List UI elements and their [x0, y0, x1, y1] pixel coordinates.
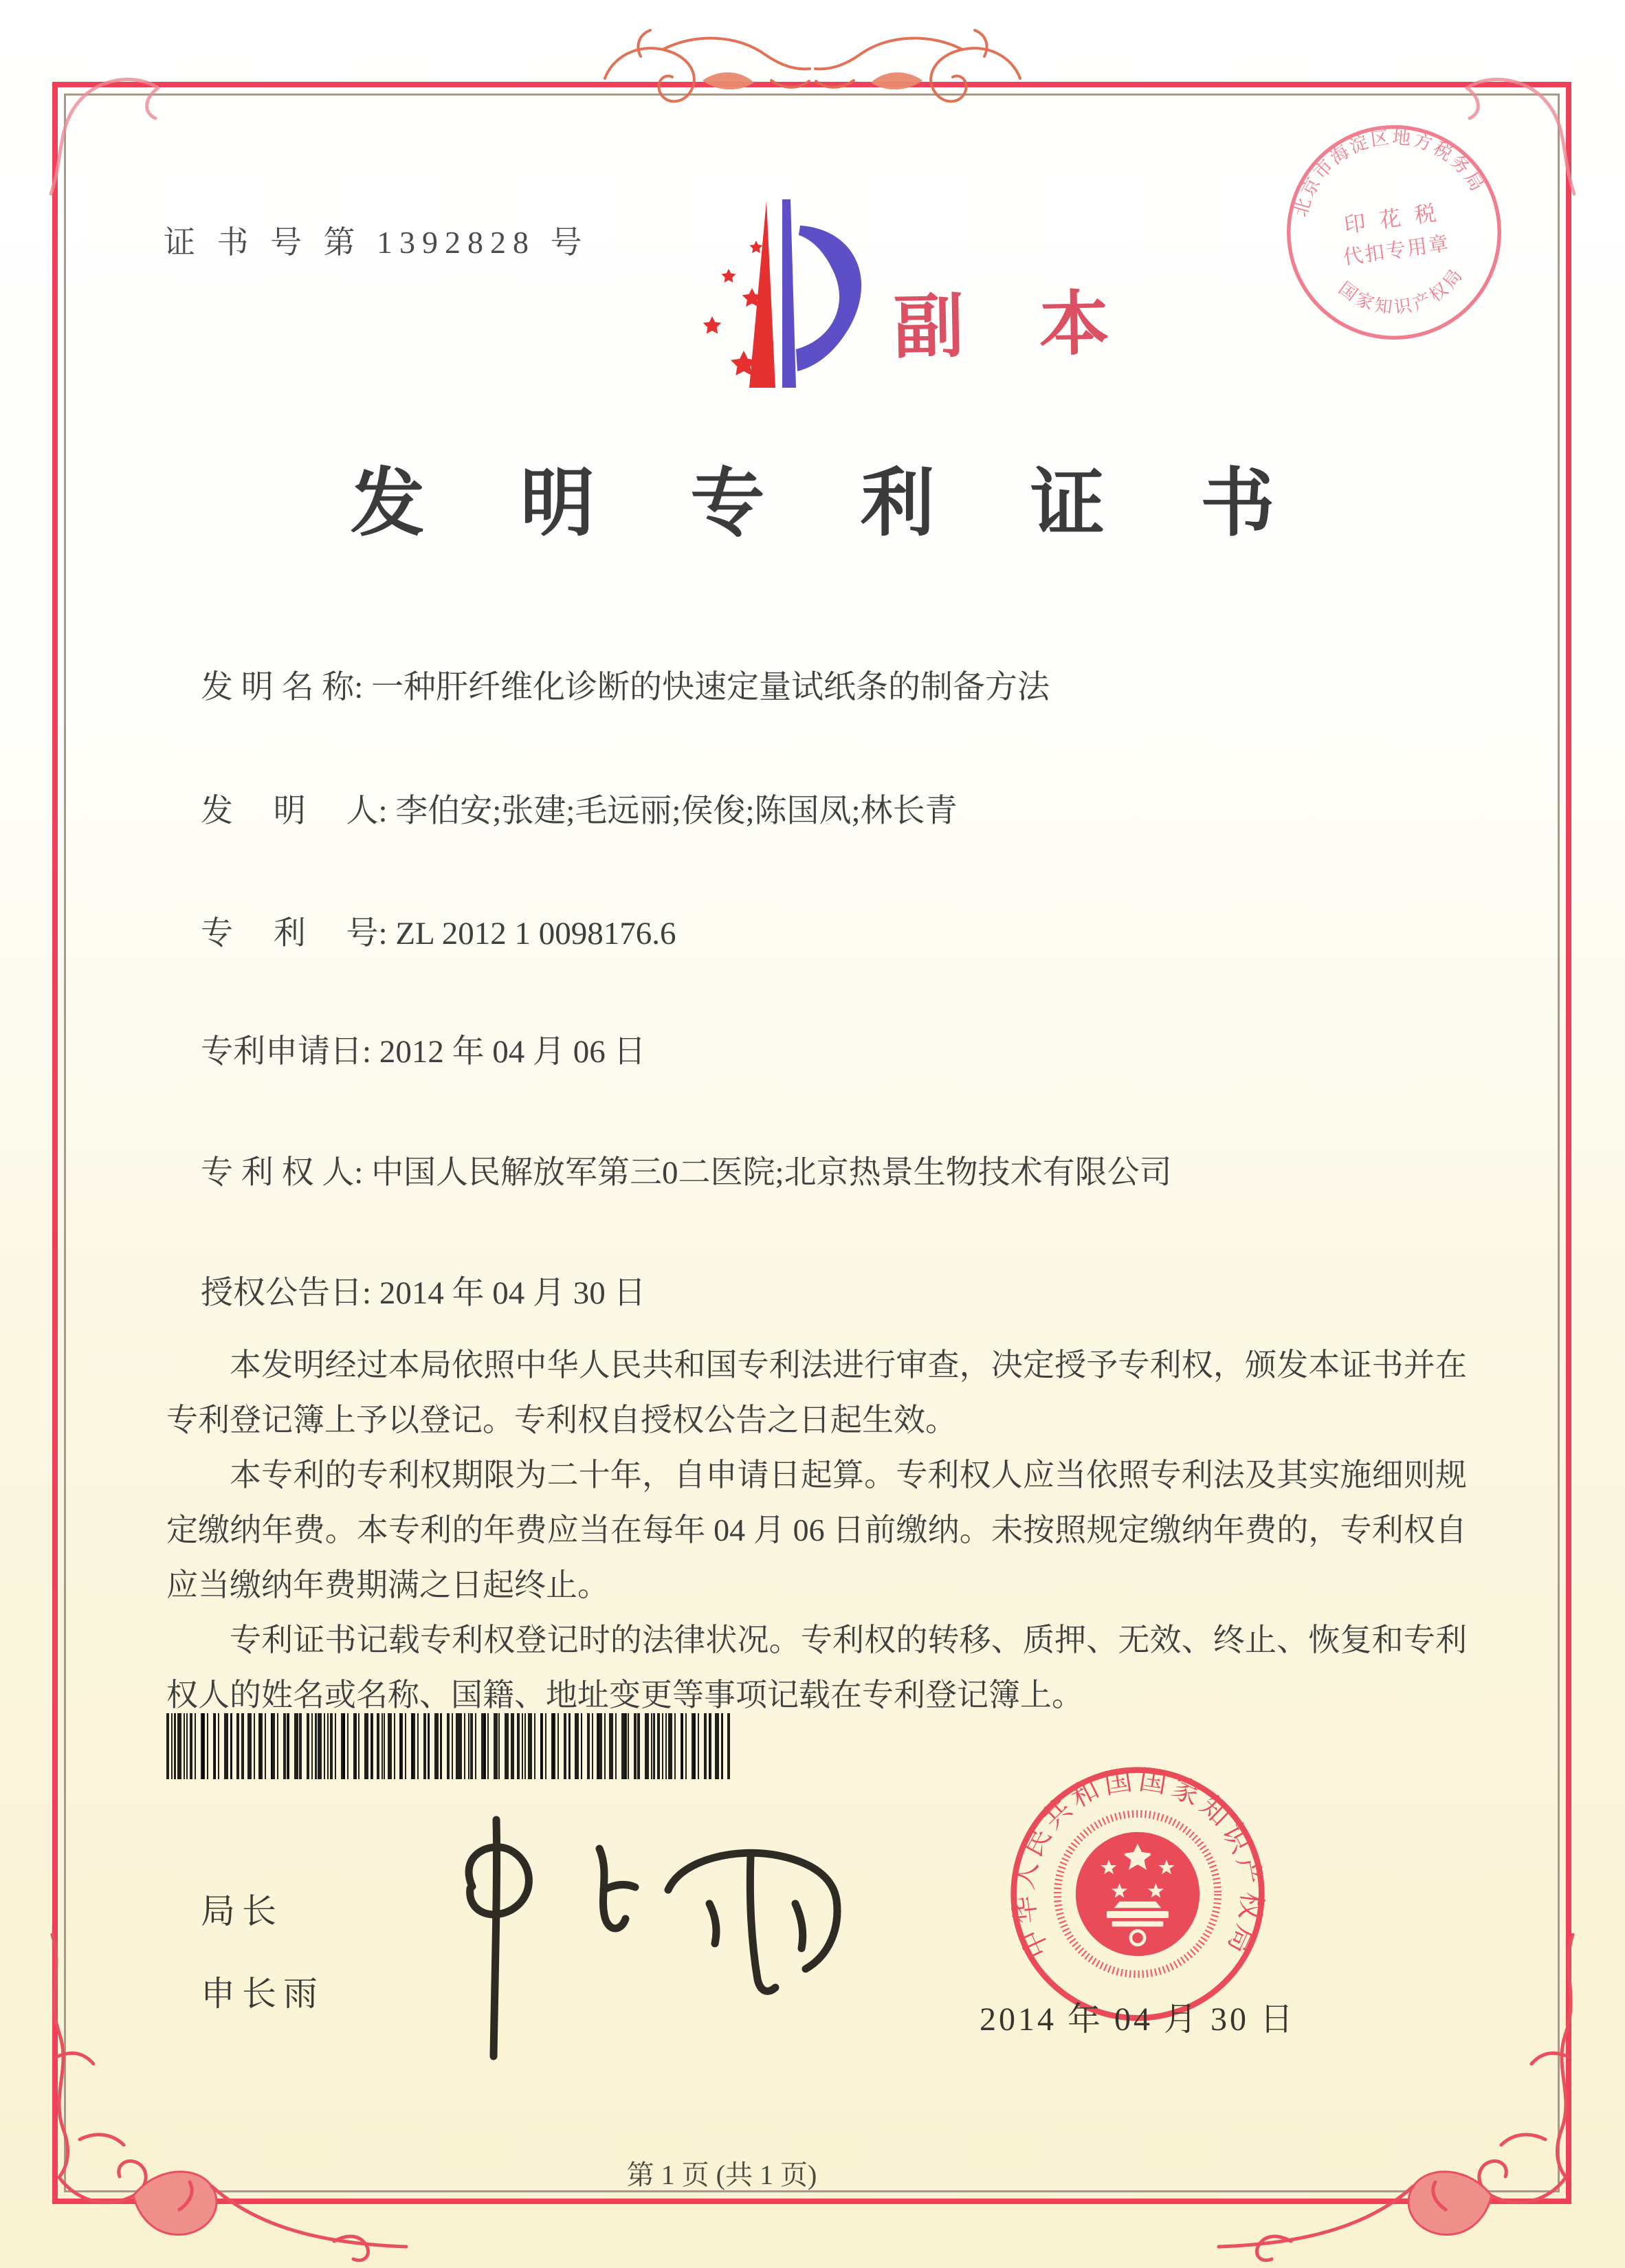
tax-stamp-top-arc-text: 北京市海淀区地方税务局	[1290, 126, 1489, 219]
seal-ring-text: 中华人民共和国国家知识产权局	[1007, 1764, 1268, 1963]
seal-national-emblem	[1057, 1814, 1217, 1974]
field-invention-name	[201, 661, 1050, 707]
logo-blue-mark	[782, 199, 861, 388]
tax-office-round-stamp	[1276, 114, 1512, 351]
director-handwritten-signature	[393, 1807, 867, 2069]
field-label: 发 明 名 称:	[201, 670, 372, 705]
certificate-number: 证 书 号 第 1392828 号	[164, 225, 589, 260]
field-label: 专 利 权 人:	[201, 1155, 372, 1191]
field-inventors	[201, 785, 958, 831]
field-value: 中国人民解放军第三0二医院;北京热景生物技术有限公司	[371, 1155, 1172, 1191]
legal-paragraph-3: 专利证书记载专利权登记时的法律状况。专利权的转移、质押、无效、终止、恢复和专利权人的姓名或名称、国籍、地址变更等事项记载在专利登记簿上。	[166, 1622, 1467, 1713]
field-value: 2014 年 04 月 30 日	[379, 1275, 646, 1311]
svg-text:北京市海淀区地方税务局	[1280, 114, 1490, 221]
sipo-logo	[654, 184, 881, 404]
tax-stamp-bottom-arc-text: 国家知识产权局	[1335, 263, 1468, 318]
field-label: 发 明 人:	[201, 793, 396, 829]
field-patentee	[201, 1147, 1172, 1193]
field-value: 一种肝纤维化诊断的快速定量试纸条的制备方法	[371, 670, 1050, 705]
field-filing-date	[201, 1026, 646, 1072]
legal-paragraph-2: 本专利的专利权期限为二十年，自申请日起算。专利权人应当依照专利法及其实施细则规定缴纳年费。本专利的年费应当在每年 04 月 06 日前缴纳。未按照规定缴纳年费的，专利权自应当缴纳年费期满之日起终止。	[166, 1457, 1467, 1603]
barcode	[166, 1713, 731, 1779]
svg-text:国家知识产权局	[1333, 261, 1472, 326]
field-patent-number	[201, 907, 676, 954]
tax-stamp-center-line2: 代扣专用章	[1342, 232, 1452, 269]
director-name-label: 申长雨	[201, 1974, 324, 2013]
director-title-label: 局长	[201, 1892, 283, 1930]
issue-date: 2014 年 04 月 30 日	[979, 2001, 1296, 2038]
field-label: 专利申请日:	[201, 1034, 379, 1070]
legal-text-block	[166, 1338, 1467, 1723]
legal-paragraph-1: 本发明经过本局依照中华人民共和国专利法进行审查，决定授予专利权，颁发本证书并在专利登记簿上予以登记。专利权自授权公告之日起生效。	[166, 1347, 1467, 1438]
field-label: 授权公告日:	[201, 1275, 379, 1311]
field-value: 2012 年 04 月 06 日	[379, 1034, 646, 1070]
field-grant-date	[201, 1267, 646, 1313]
page-number-footer: 第 1 页 (共 1 页)	[626, 2159, 817, 2190]
certificate-title: 发 明 专 利 证 书	[350, 463, 1314, 545]
field-label: 专 利 号:	[201, 916, 396, 951]
field-value: 李伯安;张建;毛远丽;侯俊;陈国凤;林长青	[395, 793, 958, 829]
duplicate-copy-stamp: 副 本	[893, 285, 1139, 368]
tax-stamp-center-line1: 印 花 税	[1342, 200, 1442, 238]
field-value: ZL 2012 1 0098176.6	[395, 916, 676, 951]
